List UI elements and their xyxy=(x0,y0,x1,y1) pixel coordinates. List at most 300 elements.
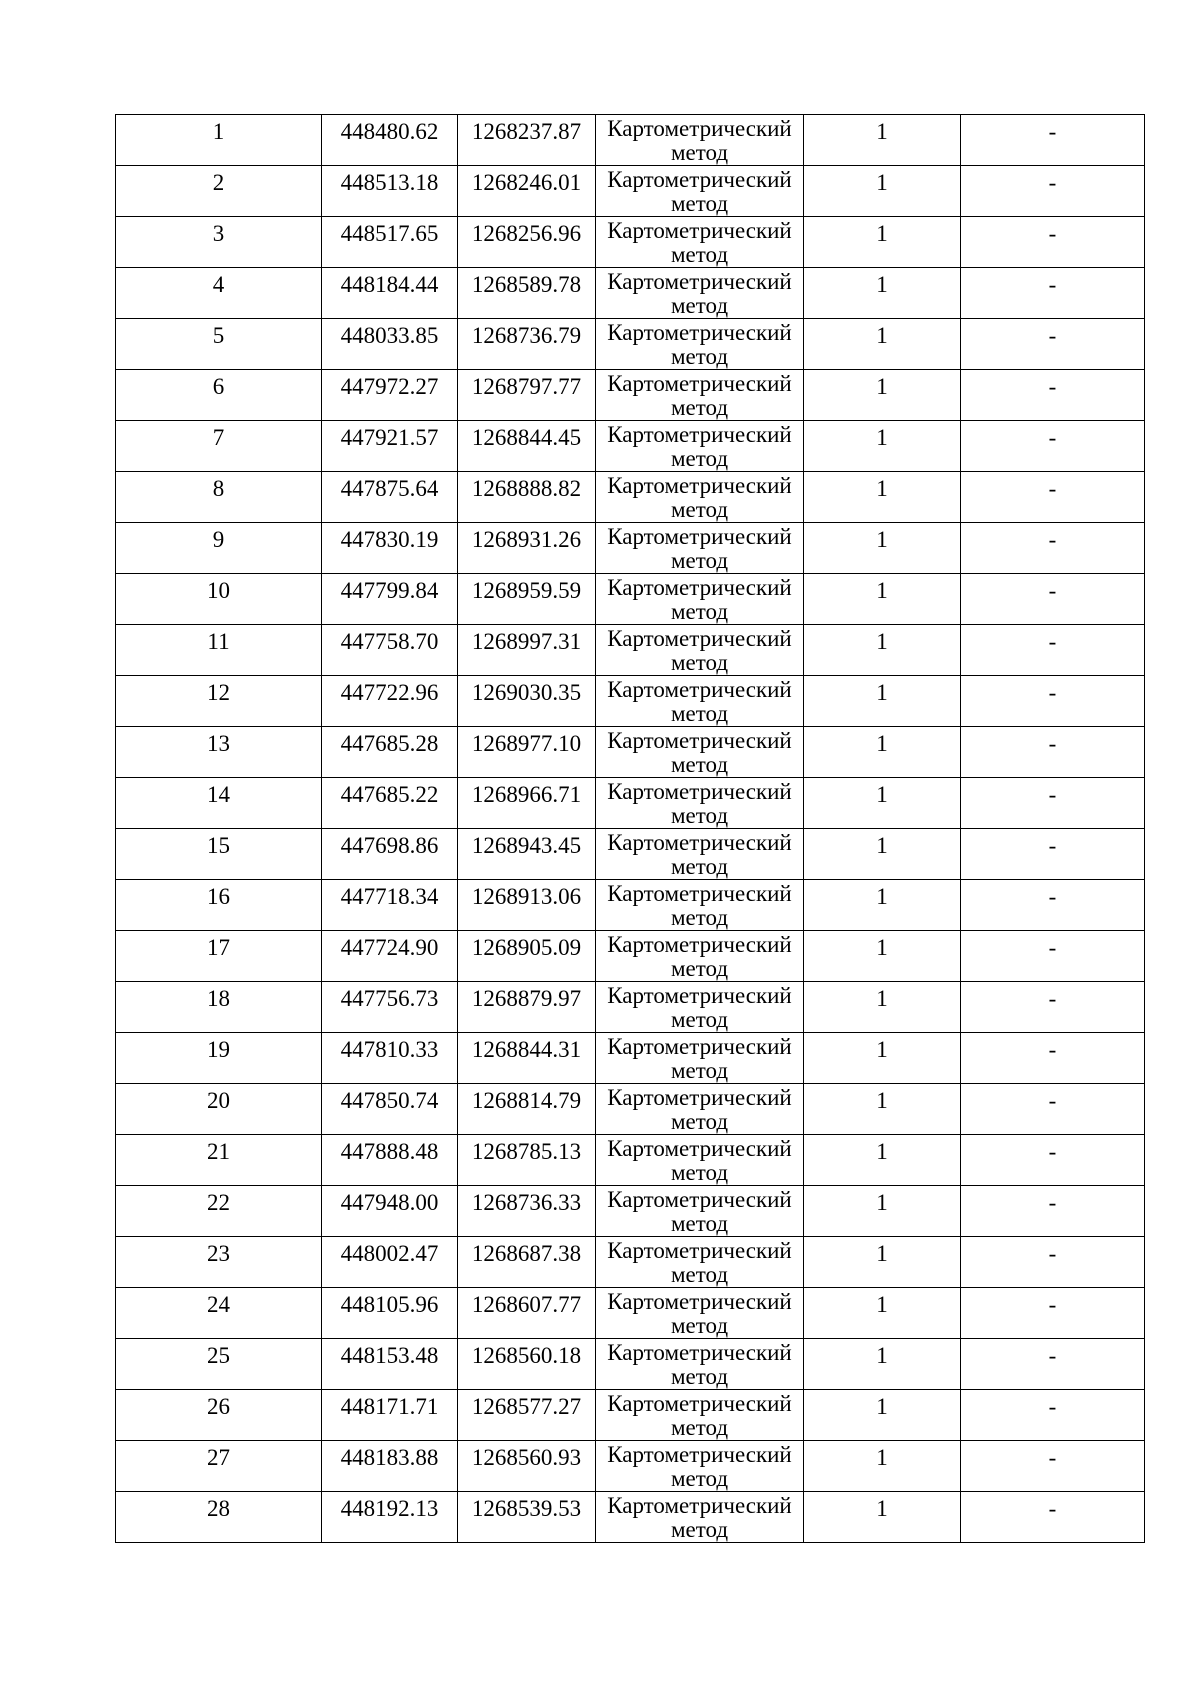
coordinate-y-cell xyxy=(458,829,596,880)
point-number-cell xyxy=(116,829,322,880)
table-row xyxy=(116,778,1145,829)
accuracy-cell-text: 1 xyxy=(876,1343,888,1368)
point-number-cell-text: 17 xyxy=(207,935,230,960)
table-row xyxy=(116,370,1145,421)
coordinate-x-cell-text: 447718.34 xyxy=(340,884,439,909)
coordinate-y-cell xyxy=(458,523,596,574)
coordinate-y-cell-text: 1269030.35 xyxy=(471,680,582,705)
coordinate-y-cell xyxy=(458,931,596,982)
point-number-cell-text: 8 xyxy=(212,476,225,501)
point-number-cell xyxy=(116,1492,322,1543)
coordinate-x-cell-text: 448153.48 xyxy=(340,1343,439,1368)
accuracy-cell-text: 1 xyxy=(876,884,888,909)
coordinate-y-cell-text: 1268797.77 xyxy=(471,374,582,399)
coordinate-y-cell-text: 1268977.10 xyxy=(471,731,582,756)
method-cell xyxy=(596,727,804,778)
coordinate-y-cell-text: 1268237.87 xyxy=(471,119,582,144)
note-cell xyxy=(961,1135,1145,1186)
coordinate-y-cell-text: 1268844.31 xyxy=(471,1037,582,1062)
coordinate-y-cell xyxy=(458,1390,596,1441)
point-number-cell xyxy=(116,472,322,523)
coordinate-x-cell xyxy=(322,1135,458,1186)
table-row xyxy=(116,982,1145,1033)
note-cell xyxy=(961,778,1145,829)
accuracy-cell xyxy=(804,1186,961,1237)
method-cell xyxy=(596,472,804,523)
table-row xyxy=(116,1492,1145,1543)
method-cell xyxy=(596,217,804,268)
table-row xyxy=(116,1390,1145,1441)
point-number-cell xyxy=(116,778,322,829)
coordinate-y-cell xyxy=(458,166,596,217)
point-number-cell xyxy=(116,166,322,217)
note-cell xyxy=(961,319,1145,370)
note-cell xyxy=(961,421,1145,472)
accuracy-cell xyxy=(804,1084,961,1135)
method-cell-text: Картометрический метод xyxy=(607,626,792,675)
coordinate-x-cell xyxy=(322,778,458,829)
table-row xyxy=(116,421,1145,472)
coordinate-x-cell xyxy=(322,166,458,217)
point-number-cell xyxy=(116,319,322,370)
accuracy-cell-text: 1 xyxy=(876,1088,888,1113)
accuracy-cell xyxy=(804,1135,961,1186)
method-cell-text: Картометрический метод xyxy=(607,830,792,879)
accuracy-cell xyxy=(804,676,961,727)
coordinate-y-cell xyxy=(458,625,596,676)
accuracy-cell xyxy=(804,778,961,829)
point-number-cell-text: 4 xyxy=(212,272,225,297)
method-cell-text: Картометрический метод xyxy=(607,932,792,981)
coordinate-y-cell-text: 1268959.59 xyxy=(471,578,582,603)
coordinate-y-cell-text: 1268879.97 xyxy=(471,986,582,1011)
coordinate-x-cell xyxy=(322,1186,458,1237)
coordinate-x-cell xyxy=(322,982,458,1033)
coordinate-x-cell xyxy=(322,1288,458,1339)
coordinate-x-cell-text: 448183.88 xyxy=(340,1445,439,1470)
accuracy-cell xyxy=(804,1237,961,1288)
note-cell xyxy=(961,1441,1145,1492)
note-cell-text: - xyxy=(1048,884,1057,909)
note-cell-text: - xyxy=(1048,1394,1057,1419)
coordinate-x-cell xyxy=(322,676,458,727)
point-number-cell-text: 9 xyxy=(212,527,225,552)
method-cell-text: Картометрический метод xyxy=(607,116,792,165)
coordinate-y-cell xyxy=(458,1237,596,1288)
point-number-cell xyxy=(116,268,322,319)
method-cell-text: Картометрический метод xyxy=(607,779,792,828)
point-number-cell xyxy=(116,931,322,982)
point-number-cell-text: 14 xyxy=(207,782,230,807)
point-number-cell xyxy=(116,574,322,625)
method-cell-text: Картометрический метод xyxy=(607,1493,792,1542)
point-number-cell-text: 21 xyxy=(207,1139,230,1164)
point-number-cell-text: 28 xyxy=(207,1496,230,1521)
accuracy-cell xyxy=(804,370,961,421)
coordinates-table xyxy=(115,114,1145,1543)
note-cell xyxy=(961,370,1145,421)
coordinate-y-cell xyxy=(458,1033,596,1084)
point-number-cell xyxy=(116,625,322,676)
method-cell xyxy=(596,880,804,931)
point-number-cell-text: 24 xyxy=(207,1292,230,1317)
method-cell xyxy=(596,115,804,166)
coordinate-x-cell xyxy=(322,472,458,523)
note-cell xyxy=(961,880,1145,931)
note-cell-text: - xyxy=(1048,1292,1057,1317)
coordinate-y-cell xyxy=(458,217,596,268)
method-cell xyxy=(596,421,804,472)
note-cell-text: - xyxy=(1048,731,1057,756)
method-cell xyxy=(596,1237,804,1288)
accuracy-cell xyxy=(804,472,961,523)
accuracy-cell-text: 1 xyxy=(876,1037,888,1062)
note-cell xyxy=(961,217,1145,268)
coordinate-x-cell-text: 447685.28 xyxy=(340,731,439,756)
accuracy-cell-text: 1 xyxy=(876,1445,888,1470)
accuracy-cell-text: 1 xyxy=(876,1496,888,1521)
accuracy-cell-text: 1 xyxy=(876,986,888,1011)
note-cell-text: - xyxy=(1048,986,1057,1011)
coordinate-y-cell xyxy=(458,778,596,829)
accuracy-cell-text: 1 xyxy=(876,170,888,195)
coordinate-x-cell xyxy=(322,1084,458,1135)
note-cell xyxy=(961,727,1145,778)
coordinate-y-cell-text: 1268997.31 xyxy=(471,629,582,654)
accuracy-cell-text: 1 xyxy=(876,1394,888,1419)
note-cell-text: - xyxy=(1048,323,1057,348)
table-row xyxy=(116,829,1145,880)
coordinate-y-cell-text: 1268539.53 xyxy=(471,1496,582,1521)
coordinate-y-cell xyxy=(458,1186,596,1237)
coordinate-x-cell-text: 447830.19 xyxy=(340,527,439,552)
point-number-cell xyxy=(116,1390,322,1441)
coordinate-x-cell-text: 447875.64 xyxy=(340,476,439,501)
note-cell xyxy=(961,1084,1145,1135)
note-cell xyxy=(961,676,1145,727)
note-cell-text: - xyxy=(1048,1496,1057,1521)
point-number-cell-text: 23 xyxy=(207,1241,230,1266)
note-cell-text: - xyxy=(1048,221,1057,246)
coordinate-y-cell-text: 1268577.27 xyxy=(471,1394,582,1419)
accuracy-cell xyxy=(804,727,961,778)
point-number-cell-text: 26 xyxy=(207,1394,230,1419)
note-cell-text: - xyxy=(1048,374,1057,399)
method-cell xyxy=(596,829,804,880)
coordinate-y-cell xyxy=(458,1135,596,1186)
point-number-cell-text: 1 xyxy=(212,119,225,144)
coordinate-y-cell xyxy=(458,472,596,523)
coordinate-y-cell-text: 1268560.18 xyxy=(471,1343,582,1368)
coordinate-y-cell-text: 1268844.45 xyxy=(471,425,582,450)
coordinate-y-cell-text: 1268814.79 xyxy=(471,1088,582,1113)
table-row xyxy=(116,727,1145,778)
coordinate-y-cell xyxy=(458,1441,596,1492)
point-number-cell xyxy=(116,880,322,931)
method-cell-text: Картометрический метод xyxy=(607,524,792,573)
note-cell-text: - xyxy=(1048,935,1057,960)
note-cell-text: - xyxy=(1048,1088,1057,1113)
method-cell xyxy=(596,319,804,370)
note-cell-text: - xyxy=(1048,425,1057,450)
point-number-cell xyxy=(116,1135,322,1186)
note-cell xyxy=(961,625,1145,676)
coordinate-y-cell xyxy=(458,1339,596,1390)
point-number-cell-text: 22 xyxy=(207,1190,230,1215)
coordinate-x-cell-text: 447850.74 xyxy=(340,1088,439,1113)
point-number-cell xyxy=(116,1339,322,1390)
point-number-cell-text: 20 xyxy=(207,1088,230,1113)
note-cell xyxy=(961,982,1145,1033)
accuracy-cell xyxy=(804,1492,961,1543)
coordinate-y-cell xyxy=(458,727,596,778)
point-number-cell-text: 2 xyxy=(212,170,225,195)
note-cell-text: - xyxy=(1048,1343,1057,1368)
coordinate-x-cell-text: 447698.86 xyxy=(340,833,439,858)
note-cell xyxy=(961,166,1145,217)
point-number-cell xyxy=(116,1084,322,1135)
coordinate-x-cell-text: 447724.90 xyxy=(340,935,439,960)
method-cell xyxy=(596,523,804,574)
accuracy-cell xyxy=(804,1390,961,1441)
point-number-cell xyxy=(116,370,322,421)
note-cell xyxy=(961,1492,1145,1543)
note-cell xyxy=(961,1237,1145,1288)
note-cell-text: - xyxy=(1048,1037,1057,1062)
coordinate-x-cell-text: 448105.96 xyxy=(340,1292,439,1317)
coordinate-x-cell-text: 447810.33 xyxy=(340,1037,439,1062)
coordinates-table-body xyxy=(116,115,1145,1543)
table-row xyxy=(116,319,1145,370)
method-cell xyxy=(596,370,804,421)
note-cell-text: - xyxy=(1048,578,1057,603)
accuracy-cell-text: 1 xyxy=(876,527,888,552)
note-cell-text: - xyxy=(1048,527,1057,552)
accuracy-cell xyxy=(804,421,961,472)
accuracy-cell xyxy=(804,523,961,574)
coordinate-x-cell-text: 447758.70 xyxy=(340,629,439,654)
method-cell-text: Картометрический метод xyxy=(607,1340,792,1389)
accuracy-cell-text: 1 xyxy=(876,323,888,348)
accuracy-cell xyxy=(804,829,961,880)
table-row xyxy=(116,1084,1145,1135)
accuracy-cell-text: 1 xyxy=(876,782,888,807)
coordinate-x-cell xyxy=(322,268,458,319)
method-cell-text: Картометрический метод xyxy=(607,575,792,624)
method-cell xyxy=(596,1390,804,1441)
method-cell xyxy=(596,676,804,727)
coordinate-y-cell-text: 1268256.96 xyxy=(471,221,582,246)
coordinate-x-cell xyxy=(322,1237,458,1288)
coordinate-y-cell-text: 1268905.09 xyxy=(471,935,582,960)
coordinate-y-cell-text: 1268736.33 xyxy=(471,1190,582,1215)
note-cell-text: - xyxy=(1048,476,1057,501)
coordinate-y-cell xyxy=(458,1084,596,1135)
table-row xyxy=(116,1441,1145,1492)
coordinate-y-cell xyxy=(458,115,596,166)
method-cell xyxy=(596,778,804,829)
coordinate-x-cell xyxy=(322,880,458,931)
coordinate-x-cell-text: 447799.84 xyxy=(340,578,439,603)
coordinate-y-cell xyxy=(458,319,596,370)
table-row xyxy=(116,1186,1145,1237)
point-number-cell xyxy=(116,421,322,472)
coordinate-y-cell xyxy=(458,1492,596,1543)
accuracy-cell-text: 1 xyxy=(876,1190,888,1215)
accuracy-cell-text: 1 xyxy=(876,1139,888,1164)
accuracy-cell xyxy=(804,880,961,931)
method-cell xyxy=(596,1135,804,1186)
note-cell xyxy=(961,1033,1145,1084)
note-cell xyxy=(961,1390,1145,1441)
coordinate-x-cell xyxy=(322,421,458,472)
coordinate-y-cell-text: 1268607.77 xyxy=(471,1292,582,1317)
table-row xyxy=(116,574,1145,625)
coordinate-y-cell-text: 1268736.79 xyxy=(471,323,582,348)
accuracy-cell-text: 1 xyxy=(876,272,888,297)
point-number-cell-text: 12 xyxy=(207,680,230,705)
point-number-cell xyxy=(116,676,322,727)
coordinate-x-cell xyxy=(322,829,458,880)
table-row xyxy=(116,472,1145,523)
point-number-cell-text: 11 xyxy=(207,629,230,654)
coordinate-x-cell-text: 447685.22 xyxy=(340,782,439,807)
coordinate-x-cell-text: 447948.00 xyxy=(340,1190,439,1215)
method-cell-text: Картометрический метод xyxy=(607,1085,792,1134)
method-cell xyxy=(596,166,804,217)
method-cell xyxy=(596,625,804,676)
note-cell xyxy=(961,268,1145,319)
coordinate-y-cell-text: 1268931.26 xyxy=(471,527,582,552)
accuracy-cell-text: 1 xyxy=(876,578,888,603)
note-cell-text: - xyxy=(1048,1190,1057,1215)
point-number-cell xyxy=(116,523,322,574)
point-number-cell xyxy=(116,1033,322,1084)
method-cell xyxy=(596,1288,804,1339)
coordinate-y-cell-text: 1268966.71 xyxy=(471,782,582,807)
table-row xyxy=(116,166,1145,217)
method-cell-text: Картометрический метод xyxy=(607,218,792,267)
table-row xyxy=(116,268,1145,319)
method-cell-text: Картометрический метод xyxy=(607,983,792,1032)
method-cell xyxy=(596,1084,804,1135)
method-cell xyxy=(596,1339,804,1390)
note-cell xyxy=(961,931,1145,982)
coordinate-x-cell xyxy=(322,1390,458,1441)
point-number-cell-text: 19 xyxy=(207,1037,230,1062)
method-cell-text: Картометрический метод xyxy=(607,1289,792,1338)
note-cell-text: - xyxy=(1048,629,1057,654)
coordinate-x-cell-text: 447921.57 xyxy=(340,425,439,450)
accuracy-cell xyxy=(804,625,961,676)
method-cell xyxy=(596,268,804,319)
coordinate-y-cell-text: 1268246.01 xyxy=(471,170,582,195)
coordinate-x-cell xyxy=(322,1492,458,1543)
note-cell-text: - xyxy=(1048,782,1057,807)
note-cell xyxy=(961,574,1145,625)
accuracy-cell-text: 1 xyxy=(876,629,888,654)
method-cell-text: Картометрический метод xyxy=(607,320,792,369)
coordinate-y-cell xyxy=(458,370,596,421)
method-cell-text: Картометрический метод xyxy=(607,1034,792,1083)
accuracy-cell-text: 1 xyxy=(876,680,888,705)
accuracy-cell xyxy=(804,319,961,370)
note-cell-text: - xyxy=(1048,119,1057,144)
coordinate-x-cell-text: 448513.18 xyxy=(340,170,439,195)
coordinate-y-cell-text: 1268560.93 xyxy=(471,1445,582,1470)
coordinate-y-cell-text: 1268943.45 xyxy=(471,833,582,858)
table-row xyxy=(116,880,1145,931)
accuracy-cell-text: 1 xyxy=(876,1241,888,1266)
coordinate-x-cell xyxy=(322,574,458,625)
note-cell xyxy=(961,1339,1145,1390)
accuracy-cell xyxy=(804,931,961,982)
coordinate-x-cell-text: 447888.48 xyxy=(340,1139,439,1164)
method-cell xyxy=(596,1186,804,1237)
table-row xyxy=(116,1237,1145,1288)
coordinate-x-cell-text: 448002.47 xyxy=(340,1241,439,1266)
table-row xyxy=(116,676,1145,727)
note-cell xyxy=(961,1288,1145,1339)
note-cell-text: - xyxy=(1048,1241,1057,1266)
point-number-cell-text: 6 xyxy=(212,374,225,399)
method-cell-text: Картометрический метод xyxy=(607,371,792,420)
coordinate-y-cell-text: 1268589.78 xyxy=(471,272,582,297)
note-cell-text: - xyxy=(1048,1445,1057,1470)
coordinate-x-cell xyxy=(322,727,458,778)
coordinate-y-cell xyxy=(458,268,596,319)
table-row xyxy=(116,931,1145,982)
method-cell xyxy=(596,931,804,982)
method-cell-text: Картометрический метод xyxy=(607,1238,792,1287)
accuracy-cell-text: 1 xyxy=(876,221,888,246)
note-cell-text: - xyxy=(1048,170,1057,195)
note-cell-text: - xyxy=(1048,833,1057,858)
coordinate-x-cell xyxy=(322,625,458,676)
accuracy-cell-text: 1 xyxy=(876,833,888,858)
point-number-cell xyxy=(116,1441,322,1492)
point-number-cell xyxy=(116,1186,322,1237)
accuracy-cell xyxy=(804,268,961,319)
coordinate-x-cell-text: 447972.27 xyxy=(340,374,439,399)
coordinate-y-cell-text: 1268888.82 xyxy=(471,476,582,501)
point-number-cell xyxy=(116,727,322,778)
note-cell-text: - xyxy=(1048,272,1057,297)
point-number-cell xyxy=(116,1237,322,1288)
accuracy-cell xyxy=(804,1339,961,1390)
point-number-cell-text: 16 xyxy=(207,884,230,909)
coordinate-x-cell-text: 448033.85 xyxy=(340,323,439,348)
method-cell-text: Картометрический метод xyxy=(607,422,792,471)
note-cell xyxy=(961,472,1145,523)
accuracy-cell xyxy=(804,217,961,268)
coordinate-y-cell-text: 1268687.38 xyxy=(471,1241,582,1266)
coordinate-y-cell xyxy=(458,676,596,727)
method-cell-text: Картометрический метод xyxy=(607,677,792,726)
accuracy-cell-text: 1 xyxy=(876,935,888,960)
coordinate-y-cell-text: 1268785.13 xyxy=(471,1139,582,1164)
note-cell xyxy=(961,1186,1145,1237)
accuracy-cell xyxy=(804,166,961,217)
accuracy-cell-text: 1 xyxy=(876,374,888,399)
coordinate-x-cell xyxy=(322,370,458,421)
accuracy-cell xyxy=(804,115,961,166)
accuracy-cell-text: 1 xyxy=(876,1292,888,1317)
method-cell-text: Картометрический метод xyxy=(607,1136,792,1185)
table-row xyxy=(116,1288,1145,1339)
method-cell xyxy=(596,574,804,625)
table-row xyxy=(116,217,1145,268)
